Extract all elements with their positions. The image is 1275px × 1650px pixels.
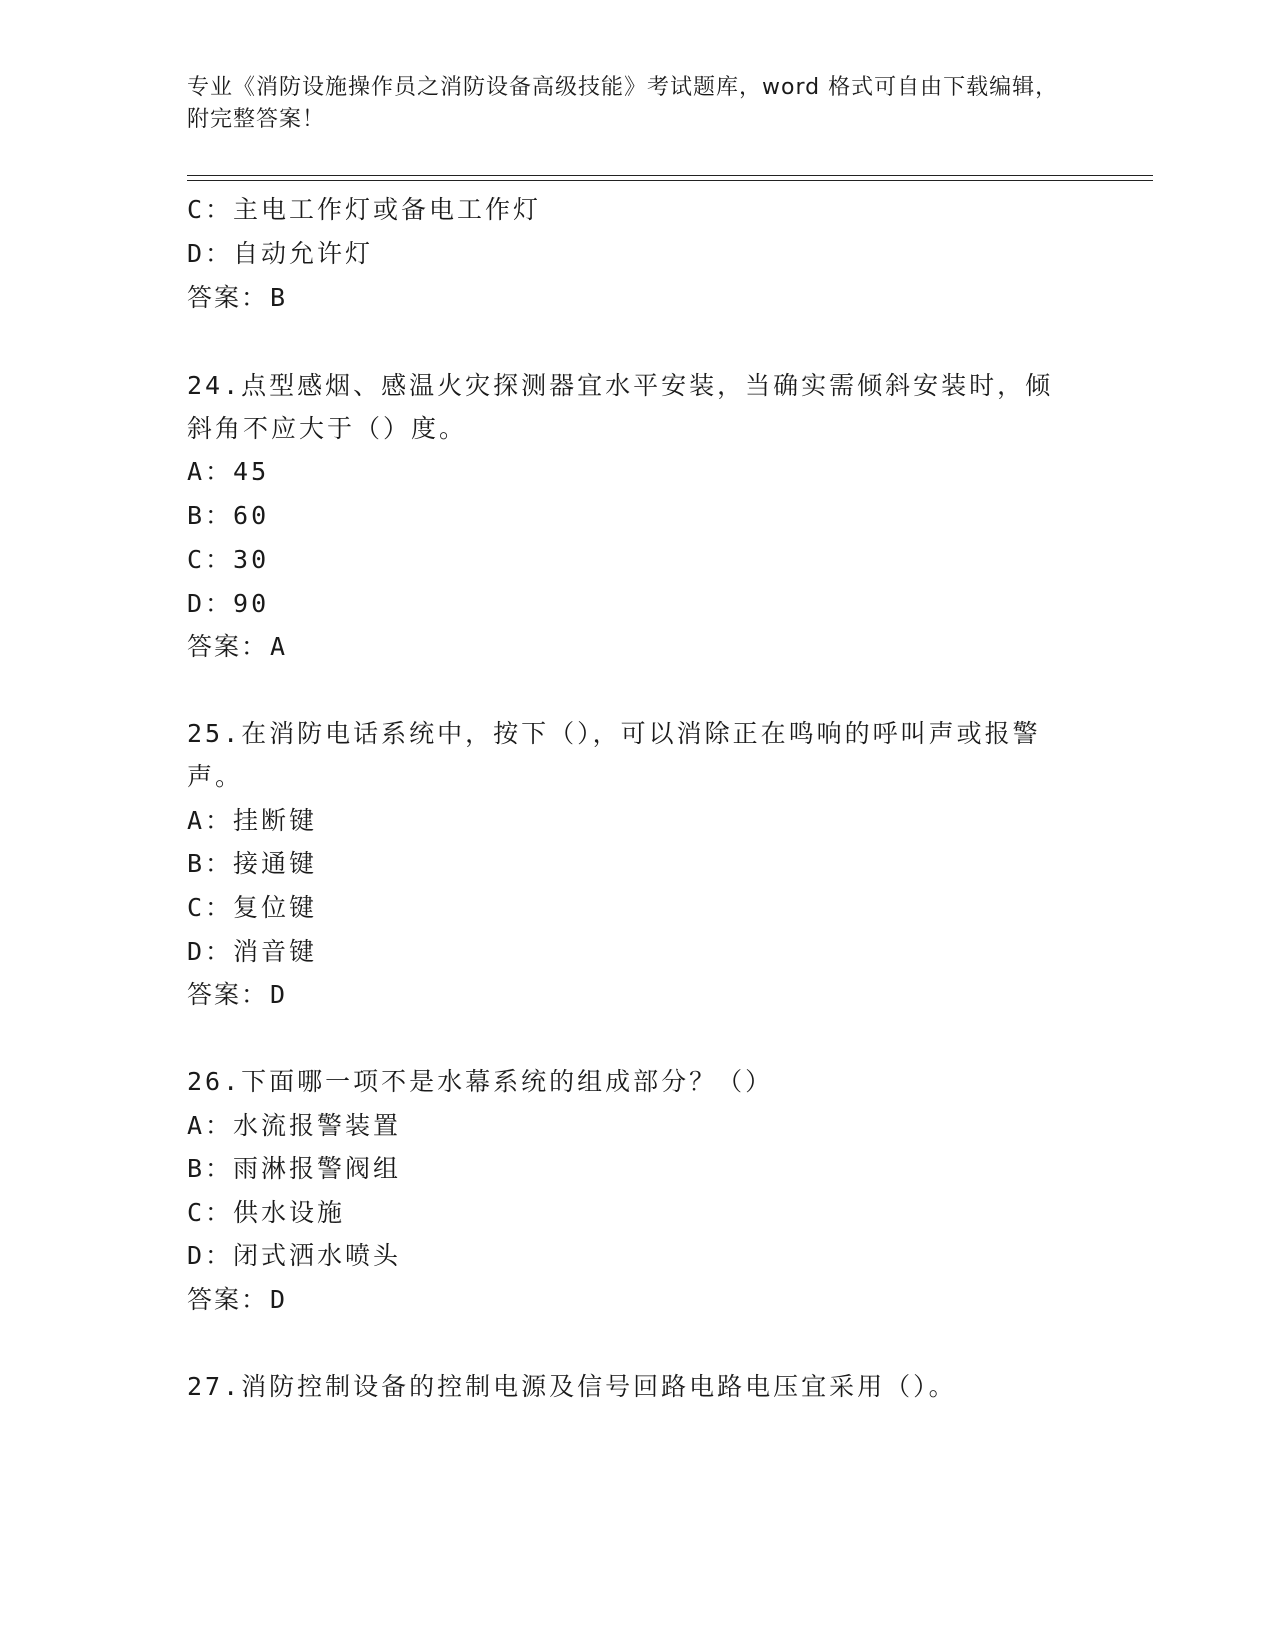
question-26-option-c: C：供水设施 [187, 1198, 346, 1227]
question-25-text-line-1: 25.在消防电话系统中，按下（），可以消除正在鸣响的呼叫声或报警 [187, 719, 1041, 748]
answer-value: D [270, 1285, 288, 1314]
question-26-option-a: A：水流报警装置 [187, 1111, 402, 1140]
header-divider-top [187, 175, 1153, 176]
question-26-answer [187, 1285, 287, 1315]
option-c: C：主电工作灯或备电工作灯 [187, 195, 542, 224]
question-24-text-line-2: 斜角不应大于（）度。 [187, 414, 468, 443]
answer-label: 答案： [187, 283, 269, 312]
answer-line [187, 283, 287, 313]
document-header: 专业《消防设施操作员之消防设备高级技能》考试题库，word 格式可自由下载编辑，附完整答案！ [187, 75, 1059, 132]
question-26-option-d: D：闭式洒水喷头 [187, 1241, 402, 1270]
question-26-option-b: B：雨淋报警阀组 [187, 1154, 402, 1183]
answer-value: A [270, 632, 288, 661]
answer-label: 答案： [187, 632, 269, 661]
question-25-option-c: C：复位键 [187, 893, 318, 922]
question-25-option-d: D：消音键 [187, 937, 318, 966]
header-divider-bottom [187, 180, 1153, 181]
question-25-text-line-2: 声。 [187, 762, 244, 791]
question-25-option-a: A：挂断键 [187, 806, 318, 835]
answer-label: 答案： [187, 1285, 269, 1314]
question-26-text-line-1: 26.下面哪一项不是水幕系统的组成部分？（） [187, 1067, 774, 1096]
question-24-answer [187, 632, 287, 662]
question-27-text-line-1: 27.消防控制设备的控制电源及信号回路电路电压宜采用（）。 [187, 1372, 957, 1401]
question-24-option-a: A：45 [187, 457, 270, 486]
question-25-option-b: B：接通键 [187, 849, 318, 878]
question-24-option-d: D：90 [187, 589, 270, 618]
question-25-answer [187, 980, 287, 1010]
answer-value: D [270, 980, 288, 1009]
answer-label: 答案： [187, 980, 269, 1009]
option-d: D：自动允许灯 [187, 239, 374, 268]
question-24-option-b: B：60 [187, 501, 270, 530]
answer-value: B [270, 283, 288, 312]
question-24-option-c: C：30 [187, 545, 270, 574]
question-24-text-line-1: 24.点型感烟、感温火灾探测器宜水平安装，当确实需倾斜安装时，倾 [187, 371, 1054, 400]
